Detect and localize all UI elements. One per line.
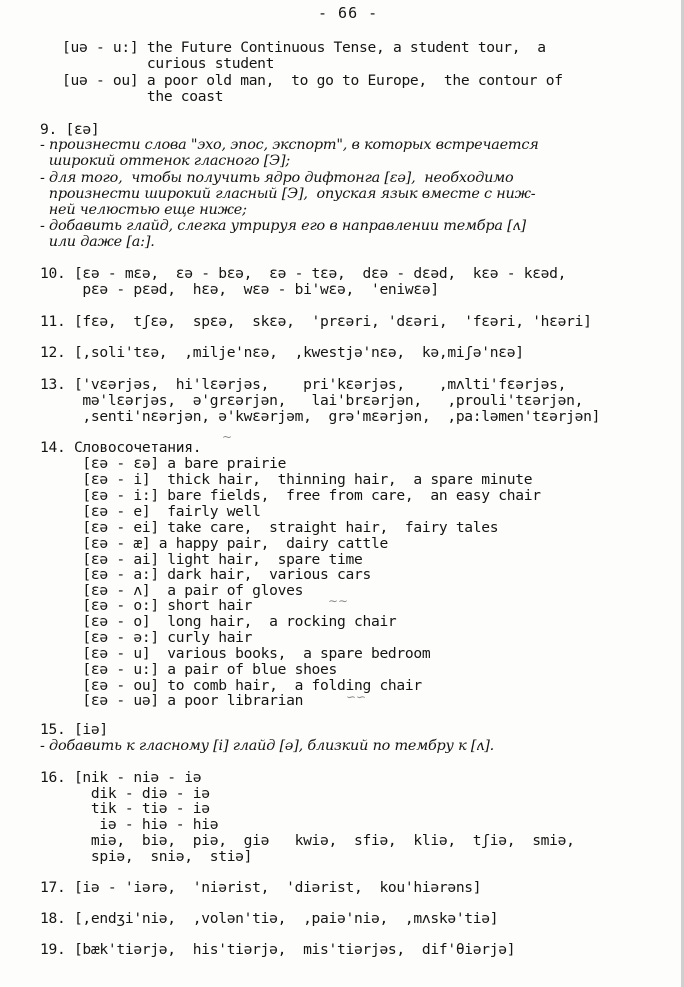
- section-13-line-2: mə'lεərjəs, ə'grεərjən, lai'brεərjən, ,prouli'tεərjən,: [40, 392, 584, 409]
- section-17: 17. [iə - 'iərə, 'niərist, 'diərist, kou'hiərəns]: [40, 879, 482, 896]
- section-16-line-2: dik - diə - iə: [40, 785, 210, 802]
- section-9-rule-6: - добавить глайд, слегка утрируя его в направлении тембра [ʌ]: [40, 218, 526, 234]
- phrase-row: [εə - æ] a happy pair, dairy cattle: [40, 535, 388, 552]
- section-16-line-3: tik - tiə - iə: [40, 800, 210, 817]
- section-16-line-1: 16. [nik - niə - iə: [40, 769, 202, 786]
- section-9-rule-3: - для того, чтобы получить ядро дифтонга [εə], необходимо: [40, 170, 514, 186]
- section-15-rule: - добавить к гласному [i] глайд [ə], близкий по тембру к [ʌ].: [40, 738, 494, 754]
- section-16-line-5: miə, biə, piə, giə kwiə, sfiə, kliə, tʃiə, smiə,: [40, 832, 575, 849]
- pencil-mark: ∽∽: [346, 690, 367, 704]
- pencil-mark: ~: [222, 430, 233, 444]
- section-9-heading: 9. [εə]: [40, 121, 100, 138]
- top-line-2: curious student: [62, 55, 275, 72]
- page-number: - 66 -: [318, 4, 379, 22]
- phrase-row: [εə - ei] take care, straight hair, fairy tales: [40, 519, 499, 536]
- top-line-1: [uə - u:] the Future Continuous Tense, a student tour, a: [62, 39, 546, 56]
- phrase-row: [εə - ʌ] a pair of gloves: [40, 582, 304, 599]
- phrase-row: [εə - u:] a pair of blue shoes: [40, 661, 338, 678]
- section-10-line-2: pεə - pεəd, hεə, wεə - bi'wεə, 'eniwεə]: [40, 281, 439, 298]
- section-13-line-3: ,senti'nεərjən, ə'kwεərjəm, grə'mεərjən, ,pa:ləmen'tεərjən]: [40, 408, 601, 425]
- section-13-line-1: 13. ['vεərjəs, hi'lεərjəs, pri'kεərjəs, ,mʌlti'fεərjəs,: [40, 376, 567, 393]
- section-19: 19. [bæk'tiərjə, his'tiərjə, mis'tiərjəs, dif'θiərjə]: [40, 941, 516, 958]
- section-12: 12. [,soli'tεə, ,milje'nεə, ,kwestjə'nεə, kə,miʃə'nεə]: [40, 344, 524, 361]
- top-line-4: the coast: [62, 88, 224, 105]
- phrase-row: [εə - o] long hair, a rocking chair: [40, 613, 397, 630]
- section-10-line-1: 10. [εə - mεə, εə - bεə, εə - tεə, dεə - dεəd, kεə - kεəd,: [40, 265, 567, 282]
- phrase-row: [εə - e] fairly well: [40, 503, 261, 520]
- section-9-rule-4: произнести широкий гласный [Э], опуская язык вместе с ниж-: [40, 186, 536, 202]
- section-9-rule-5: ней челюстью еще ниже;: [40, 202, 247, 218]
- section-11: 11. [fεə, tʃεə, spεə, skεə, 'prεəri, 'dεəri, 'fεəri, 'hεəri]: [40, 313, 592, 330]
- section-9-rule-1: - произнести слова "эхо, эпос, экспорт", в которых встречается: [40, 137, 539, 153]
- phrase-row: [εə - ə:] curly hair: [40, 629, 253, 646]
- phrase-row: [εə - ai] light hair, spare time: [40, 551, 363, 568]
- section-16-line-6: spiə, sniə, stiə]: [40, 848, 253, 865]
- top-line-3: [uə - ou] a poor old man, to go to Europe, the contour of: [62, 72, 563, 89]
- pencil-mark: ∼∼: [328, 594, 349, 608]
- phrase-row: [εə - u] various books, a spare bedroom: [40, 645, 431, 662]
- phrase-row: [εə - i] thick hair, thinning hair, a spare minute: [40, 471, 533, 488]
- phrase-row: [εə - a:] dark hair, various cars: [40, 566, 371, 583]
- phrase-row: [εə - o:] short hair: [40, 597, 253, 614]
- section-15-heading: 15. [iə]: [40, 721, 108, 738]
- section-14-heading: 14. Словосочетания.: [40, 439, 202, 456]
- phrase-row: [εə - εə] a bare prairie: [40, 455, 287, 472]
- section-18: 18. [,endʒi'niə, ,volən'tiə, ,paiə'niə, ,mʌskə'tiə]: [40, 910, 499, 927]
- phrase-row: [εə - ou] to comb hair, a folding chair: [40, 677, 422, 694]
- section-16-line-4: iə - hiə - hiə: [40, 816, 219, 833]
- section-9-rule-2: широкий оттенок гласного [Э];: [40, 153, 291, 169]
- section-9-rule-7: или даже [a:].: [40, 234, 155, 250]
- phrase-row: [εə - i:] bare fields, free from care, an easy chair: [40, 487, 541, 504]
- phrase-row: [εə - uə] a poor librarian: [40, 692, 304, 709]
